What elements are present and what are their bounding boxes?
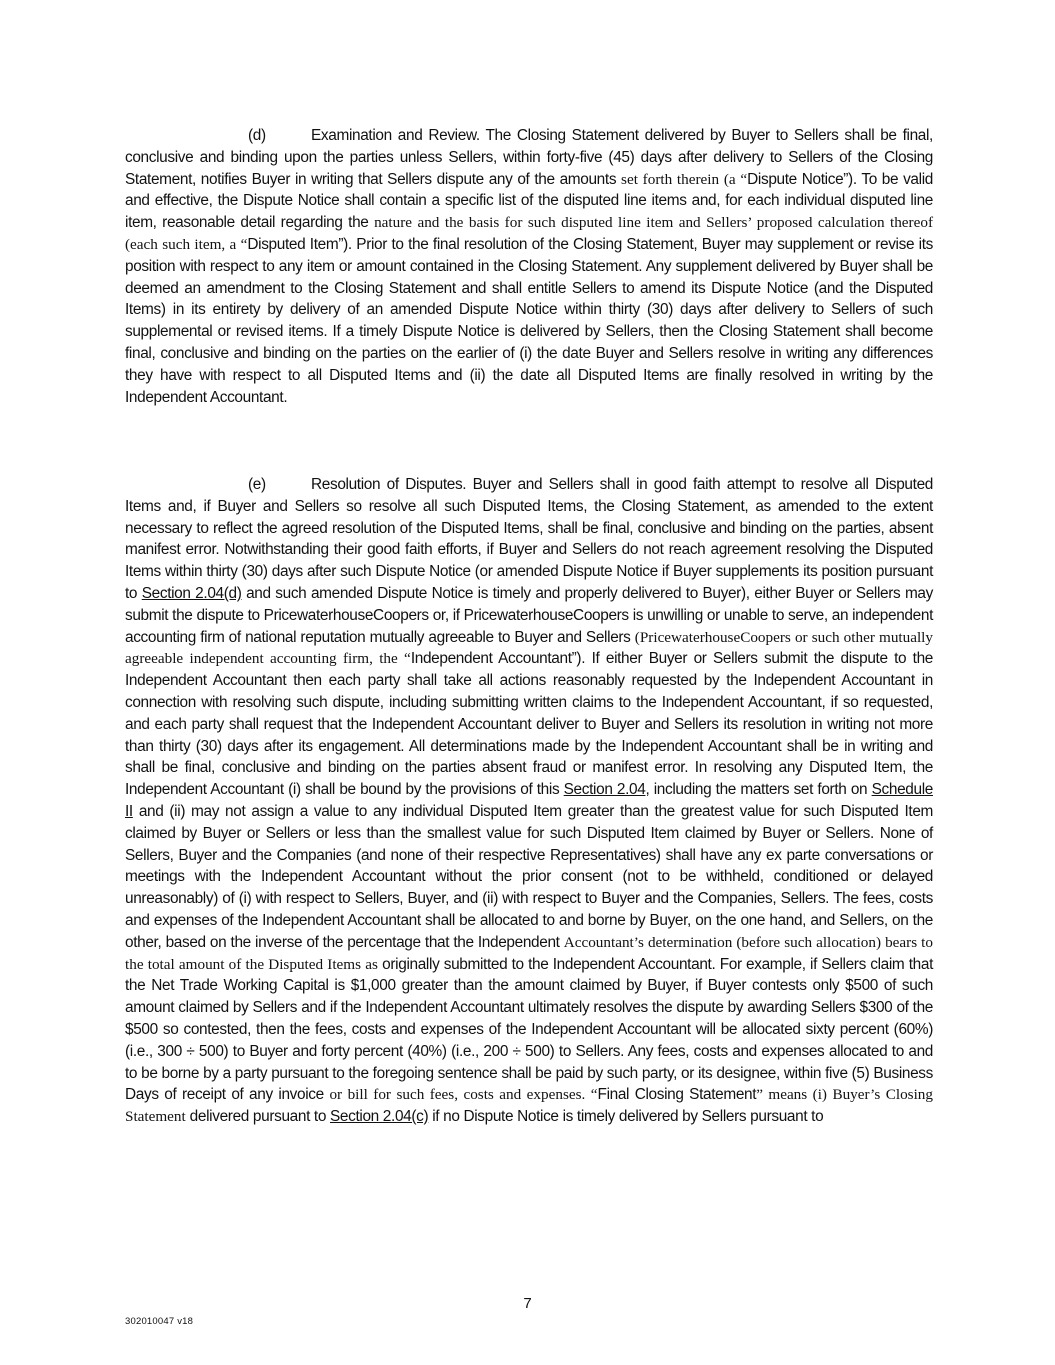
- cross-reference-section-2-04-c: Section 2.04(c): [330, 1108, 429, 1126]
- defined-term-independent-accountant: Independent Accountant: [410, 650, 572, 668]
- text-span: or bill for such fees, costs and expenses. “: [329, 1086, 598, 1104]
- page-number: 7: [523, 1295, 532, 1312]
- text-span: delivered pursuant to: [185, 1108, 330, 1126]
- section-number-d: (d): [248, 127, 266, 144]
- text-span: ”). To be valid and effective, the Dispute Notice shall contain a specific list of the disputed line items and, for each individual disputed line item, reasonable detail regarding the: [125, 170, 933, 232]
- text-span: Resolution of Disputes. Buyer and Sellers shall in good faith attempt to resolve all Disputed Items and, if Buyer and Sellers so resolve all such Disputed Items, the Closing Statement, as amended to the extent necessary to reflect the agreed resolution of the Disputed Items, shall be final, conclusive and binding on the parties, absent manifest error. Notwithstanding their good faith efforts, if Buyer and Sellers do not reach agreement resolving the Disputed Items within thirty (30) days after such Dispute Notice (or amended Dispute Notice if Buyer supplements its position pursuant to: [125, 476, 933, 602]
- text-span: ”). Prior to the final resolution of the Closing Statement, Buyer may supplement or revise its position with respect to any item or amount contained in the Closing Statement. Any supplement delivered by Buyer shall be deemed an amendment to the Closing Statement and shall entitle Sellers to amend its Dispute Notice (and the Disputed Items) in its entirety by delivery of an amended Dispute Notice within thirty (30) days after delivery to Sellers of such supplemental or revised items. If a timely Dispute Notice is delivered by Sellers, then the Closing Statement shall become final, conclusive and binding on the parties on the earlier of (i) the date Buyer and Sellers resolve in writing any differences they have with respect to all Disputed Items and (ii) the date all Disputed Items are finally resolved in writing by the Independent Accountant.: [125, 235, 933, 406]
- defined-term-disputed-item: Disputed Item: [247, 235, 339, 253]
- text-span: Examination and Review. The Closing Statement delivered by Buyer to Sellers shall be final, conclusive and binding upon the parties unless Sellers, within forty-five (45) days after delivery to Sellers of the Closing Statement, notifies Buyer in writing that Sellers dispute any of the amounts: [125, 127, 933, 188]
- paragraph-e-resolution-of-disputes: [125, 474, 933, 1128]
- cross-reference-section-2-04: Section 2.04: [563, 781, 646, 799]
- cross-reference-schedule-ii: Schedule II: [125, 781, 933, 820]
- cross-reference-section-2-04-d: Section 2.04(d): [141, 584, 242, 602]
- text-span: and such amended Dispute Notice is timely and properly delivered to Buyer), either Buyer or Sellers may submit the dispute to PricewaterhouseCoopers or, if PricewaterhouseCoopers is unwilling or unable to serve, an independent accounting firm of national reputation mutually agreeable to Buyer and Sellers: [125, 584, 933, 646]
- text-span: ”). If either Buyer or Sellers submit the dispute to the Independent Accountant then each party shall take all actions reasonably requested by the Independent Accountant in connection with resolving such dispute, including submitting written claims to the Independent Accountant, if so requested, and each party shall request that the Independent Accountant deliver to Buyer and Sellers its resolution in writing not more than thirty (30) days after its engagement. All determinations made by the Independent Accountant shall be in writing and shall be final, conclusive and binding on the parties absent fraud or manifest error. In resolving any Disputed Item, the Independent Accountant (i) shall be bound by the provisions of this: [125, 650, 934, 799]
- text-span: Accountant’s determination (before such allocation) bears to the total amount of the Disputed Items as: [125, 933, 933, 973]
- text-span: and (ii) may not assign a value to any individual Disputed Item greater than the greatest value for such Disputed Item claimed by Buyer or Sellers or less than the smallest value for such Disputed Item claimed by Buyer or Sellers. None of Sellers, Buyer and the Companies (and none of their respective Representatives) shall have any ex parte conversations or meetings with the Independent Accountant without the prior consent (not to be withheld, conditioned or delayed unreasonably) of (i) with respect to Sellers, Buyer, and (ii) with respect to Buyer and the Companies, Sellers. The fees, costs and expenses of the Independent Accountant shall be allocated to and borne by Buyer, on the one hand, and Sellers, on the other, based on the inverse of the percentage that the Independent: [125, 802, 933, 951]
- defined-term-dispute-notice: Dispute Notice: [747, 170, 844, 188]
- text-span: originally submitted to the Independent Accountant. For example, if Sellers claim that the Net Trade Working Capital is $1,000 greater than the amount claimed by Buyer, if Buyer contests only $500 of such amount claimed by Sellers and if the Independent Accountant ultimately resolves the dispute by awarding Sellers $300 of the $500 so contested, then the fees, costs and expenses of the Independent Accountant will be allocated sixty percent (60%) (i.e., 300 ÷ 500) to Buyer and forty percent (40%) (i.e., 200 ÷ 500) to Sellers. Any fees, costs and expenses allocated to and to be borne by a party pursuant to the foregoing sentence shall be paid by such party, or its designee, within five (5) Business Days of receipt of any invoice: [125, 955, 933, 1104]
- text-span: nature and the basis for such disputed line item and Sellers’ proposed calculation thereof (each such item, a “: [125, 214, 933, 253]
- section-number-e: (e): [248, 476, 266, 493]
- text-span: set forth therein (a “: [621, 170, 748, 188]
- defined-term-final-closing-statement: Final Closing Statement: [597, 1086, 757, 1104]
- paragraph-d-examination-and-review: [125, 125, 933, 408]
- text-span: , including the matters set forth on: [645, 781, 872, 799]
- text-span: (PricewaterhouseCoopers or such other mutually agreeable independent accounting firm, the “: [125, 628, 933, 668]
- text-span: if no Dispute Notice is timely delivered by Sellers pursuant to: [428, 1108, 824, 1126]
- document-id: 302010047 v18: [125, 1316, 194, 1327]
- text-span: ” means (i) Buyer’s Closing Statement: [125, 1086, 933, 1126]
